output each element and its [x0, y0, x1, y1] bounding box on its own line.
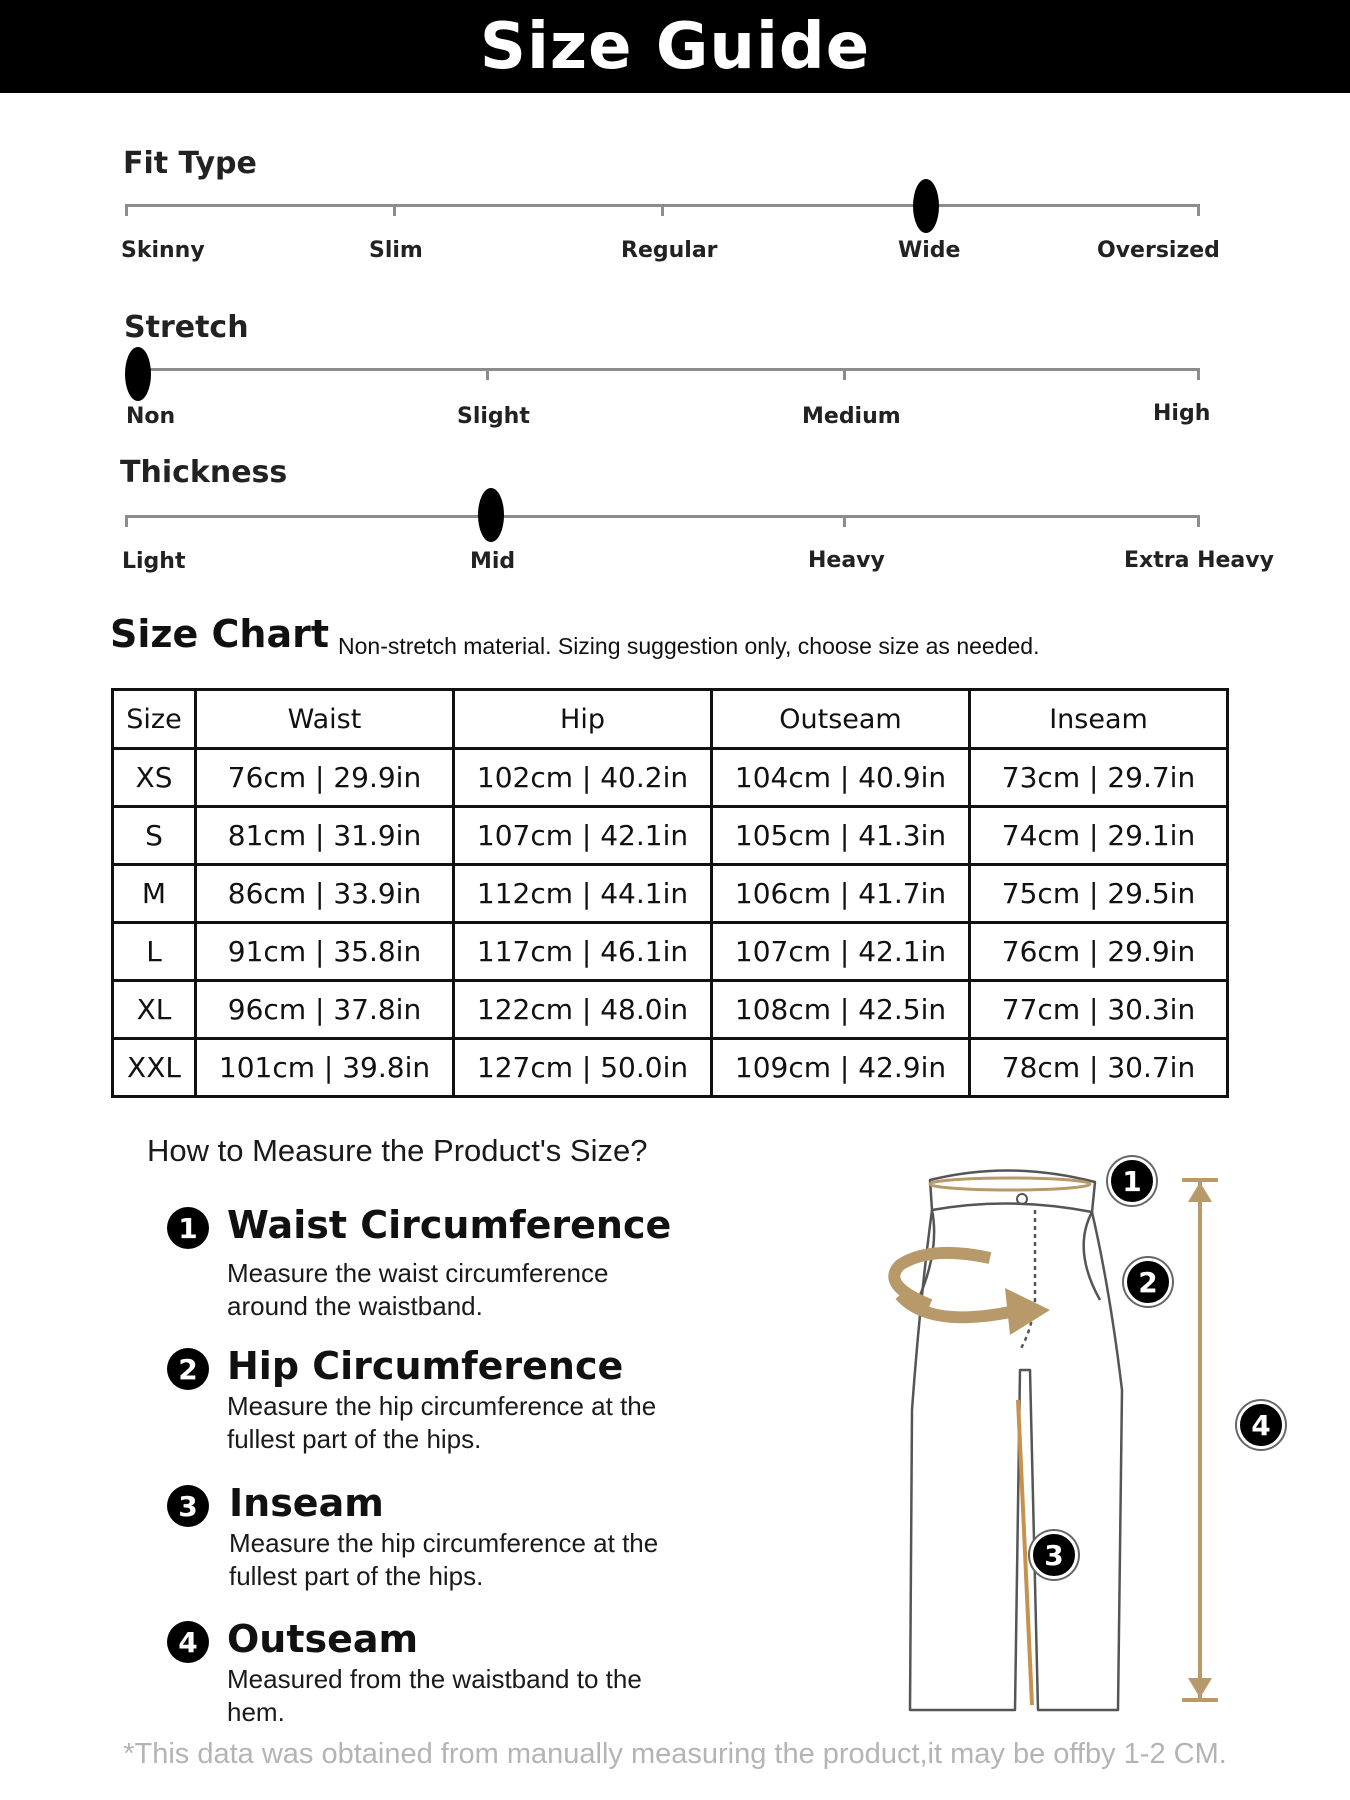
step-description: Measure the hip circumference at the fullest part of the hips.	[227, 1391, 657, 1454]
cell-inseam: 74cm | 29.1in	[970, 807, 1228, 865]
cell-outseam: 109cm | 42.9in	[712, 1039, 970, 1097]
cell-waist: 91cm | 35.8in	[196, 923, 454, 981]
cell-hip: 112cm | 44.1in	[454, 865, 712, 923]
header-hip: Hip	[454, 690, 712, 749]
cell-size: XXL	[113, 1039, 196, 1097]
stretch-marker	[125, 347, 151, 401]
thickness-label: Mid	[470, 549, 516, 574]
fit-type-tick	[393, 204, 396, 216]
step-description: Measure the hip circumference at the fullest part of the hips.	[229, 1528, 659, 1591]
size-chart-title: Size Chart	[110, 612, 330, 656]
thickness-tick	[843, 515, 846, 527]
diagram-badge-4: 4	[1237, 1401, 1285, 1449]
fit-type-tick	[661, 204, 664, 216]
cell-outseam: 107cm | 42.1in	[712, 923, 970, 981]
thickness-tick	[1197, 515, 1200, 527]
step-title: Hip Circumference	[227, 1344, 624, 1388]
thickness-title: Thickness	[120, 455, 288, 490]
stretch-line	[138, 368, 1200, 371]
fit-type-label: Wide	[898, 238, 961, 263]
cell-hip: 102cm | 40.2in	[454, 749, 712, 807]
cell-hip: 107cm | 42.1in	[454, 807, 712, 865]
fit-type-tick	[125, 204, 128, 216]
size-chart-note: Non-stretch material. Sizing suggestion only, choose size as needed.	[338, 633, 1040, 659]
header-waist: Waist	[196, 690, 454, 749]
cell-size: XS	[113, 749, 196, 807]
stretch-tick	[486, 368, 489, 380]
fit-type-marker	[913, 179, 939, 233]
outseam-arrow-top	[1188, 1182, 1212, 1202]
thickness-line	[125, 515, 1200, 518]
cell-hip: 127cm | 50.0in	[454, 1039, 712, 1097]
pants-measurement-diagram	[860, 1150, 1280, 1725]
cell-hip: 117cm | 46.1in	[454, 923, 712, 981]
thickness-label: Light	[122, 549, 186, 574]
table-row	[113, 865, 1228, 923]
cell-hip: 122cm | 48.0in	[454, 981, 712, 1039]
table-row	[113, 749, 1228, 807]
cell-waist: 81cm | 31.9in	[196, 807, 454, 865]
cell-size: XL	[113, 981, 196, 1039]
diagram-badge-1: 1	[1108, 1157, 1156, 1205]
fit-type-label: Skinny	[121, 238, 205, 263]
fit-type-label: Oversized	[1097, 238, 1220, 263]
step-number-badge: 2	[167, 1348, 209, 1390]
stretch-label: Non	[126, 404, 176, 429]
table-row	[113, 1039, 1228, 1097]
cell-outseam: 106cm | 41.7in	[712, 865, 970, 923]
cell-waist: 86cm | 33.9in	[196, 865, 454, 923]
step-title: Outseam	[227, 1617, 419, 1661]
page-header	[0, 0, 1350, 93]
header-inseam: Inseam	[970, 690, 1228, 749]
cell-waist: 76cm | 29.9in	[196, 749, 454, 807]
thickness-label: Extra Heavy	[1124, 548, 1274, 573]
cell-waist: 96cm | 37.8in	[196, 981, 454, 1039]
waist-measure-line	[930, 1178, 1090, 1190]
size-table	[111, 688, 1229, 1098]
cell-size: L	[113, 923, 196, 981]
table-row	[113, 923, 1228, 981]
outseam-arrow-bottom	[1188, 1678, 1212, 1698]
pants-illustration	[860, 1150, 1280, 1720]
stretch-label: High	[1153, 401, 1211, 426]
diagram-badge-3: 3	[1030, 1531, 1078, 1579]
cell-waist: 101cm | 39.8in	[196, 1039, 454, 1097]
table-row	[113, 807, 1228, 865]
thickness-tick	[125, 515, 128, 527]
step-title: Inseam	[229, 1481, 384, 1525]
cell-inseam: 77cm | 30.3in	[970, 981, 1228, 1039]
fit-type-label: Regular	[621, 238, 718, 263]
fit-type-title: Fit Type	[123, 146, 257, 181]
thickness-marker	[478, 488, 504, 542]
step-description: Measure the waist circumference around the waistband.	[227, 1258, 609, 1321]
table-header-row	[113, 690, 1228, 749]
cell-outseam: 104cm | 40.9in	[712, 749, 970, 807]
cell-size: S	[113, 807, 196, 865]
fit-type-tick	[1197, 204, 1200, 216]
button-shape	[1017, 1194, 1027, 1204]
stretch-title: Stretch	[124, 310, 249, 345]
header-size: Size	[113, 690, 196, 749]
thickness-label: Heavy	[808, 548, 885, 573]
cell-outseam: 105cm | 41.3in	[712, 807, 970, 865]
page-title: Size Guide	[479, 9, 871, 84]
fit-type-label: Slim	[369, 238, 423, 263]
stretch-tick	[1197, 368, 1200, 380]
step-description: Measured from the waistband to the hem.	[227, 1664, 642, 1727]
header-outseam: Outseam	[712, 690, 970, 749]
cell-inseam: 78cm | 30.7in	[970, 1039, 1228, 1097]
cell-inseam: 75cm | 29.5in	[970, 865, 1228, 923]
cell-inseam: 73cm | 29.7in	[970, 749, 1228, 807]
footnote: *This data was obtained from manually measuring the product,it may be offby 1-2 CM.	[123, 1738, 1227, 1770]
step-number-badge: 1	[167, 1207, 209, 1249]
stretch-label: Slight	[457, 404, 530, 429]
step-number-badge: 3	[167, 1485, 209, 1527]
pocket-right-shape	[1084, 1212, 1100, 1300]
cell-outseam: 108cm | 42.5in	[712, 981, 970, 1039]
hip-arrow-head	[1005, 1288, 1050, 1335]
cell-inseam: 76cm | 29.9in	[970, 923, 1228, 981]
step-number-badge: 4	[167, 1621, 209, 1663]
cell-size: M	[113, 865, 196, 923]
diagram-badge-2: 2	[1124, 1258, 1172, 1306]
step-title: Waist Circumference	[227, 1203, 672, 1247]
measure-heading: How to Measure the Product's Size?	[147, 1133, 648, 1168]
stretch-tick	[843, 368, 846, 380]
stretch-label: Medium	[802, 404, 901, 429]
pants-legs-shape	[910, 1210, 1122, 1710]
fly-stitch-shape	[1020, 1210, 1035, 1350]
table-row	[113, 981, 1228, 1039]
